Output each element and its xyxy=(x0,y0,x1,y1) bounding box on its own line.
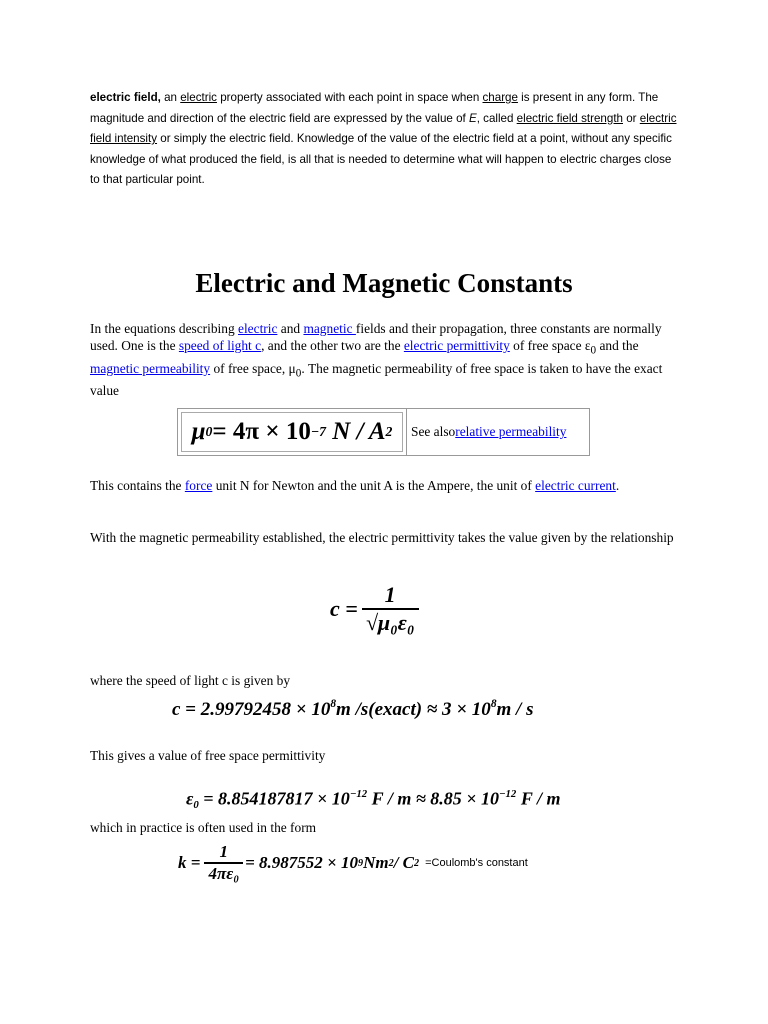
link-magnetic-permeability[interactable]: magnetic permeability xyxy=(90,360,211,376)
link-speed-of-light[interactable]: speed of light c xyxy=(178,338,262,353)
intro-term: electric field, xyxy=(90,91,161,104)
intro-text: or simply the electric field. Knowledge of the value of the electric field at a point, without any specific knowledge of what produced the field, is all that is needed to determine what will happen to electric charges close to that particular point. xyxy=(90,132,672,186)
link-field-strength[interactable]: electric field strength xyxy=(516,111,623,125)
eq-exp: 2 xyxy=(385,424,393,439)
eq-text: = 8.987552 × 10 xyxy=(245,853,358,872)
eq-sub: 0 xyxy=(205,424,213,439)
equation-speed-of-light xyxy=(172,698,533,721)
eq-text: μ xyxy=(191,418,206,445)
eq-text: = 4π × 10 xyxy=(212,418,311,445)
link-relative-permeability[interactable]: relative permeability xyxy=(455,424,567,439)
section-heading: Electric and Magnetic Constants xyxy=(195,268,573,298)
paragraph-practice-form: which in practice is often used in the form xyxy=(90,820,317,835)
eq-text: F / m ≈ 8.85 × 10 xyxy=(367,788,499,809)
paragraph-relationship: With the magnetic permeability established, the electric permittivity takes the value given by the relationship xyxy=(90,530,674,545)
eq-text: ε xyxy=(186,788,194,809)
paragraph-permittivity: This gives a value of free space permittivity xyxy=(90,748,326,763)
equation-c xyxy=(330,582,419,636)
coulomb-label: =Coulomb's constant xyxy=(425,857,528,869)
eq-text: c = xyxy=(330,596,358,621)
eq-numerator: 1 xyxy=(384,582,396,607)
link-electric[interactable]: electric xyxy=(238,321,278,336)
eq-exp: 8 xyxy=(490,698,497,710)
link-charge[interactable]: charge xyxy=(482,91,518,104)
eq-exp: 8 xyxy=(330,698,337,710)
para-text: , and the other two are the xyxy=(261,338,404,353)
see-also-cell xyxy=(407,409,589,455)
eq-exp: 9 xyxy=(358,857,364,869)
equation-permittivity xyxy=(186,788,561,811)
eq-text: Nm xyxy=(363,853,389,872)
paragraph-force xyxy=(90,477,680,494)
para-text: of free space ε xyxy=(509,338,591,353)
para-text: and xyxy=(277,321,304,336)
para-text: . The magnetic permeability of free space is taken to have the exact value xyxy=(90,360,663,399)
eq-exp: 2 xyxy=(388,857,394,869)
link-electric-intro[interactable]: electric xyxy=(180,91,217,104)
permeability-table xyxy=(177,408,590,456)
paragraph-speed: where the speed of light c is given by xyxy=(90,673,291,688)
intro-text: or xyxy=(623,111,640,125)
eq-denominator: 4πε₀ xyxy=(204,862,243,884)
permeability-equation-cell xyxy=(178,409,407,455)
para-text: and the xyxy=(596,338,639,353)
intro-var-e: E xyxy=(468,111,477,125)
para-text: fields and their propagation, three constants are normally used. One is the xyxy=(90,321,662,353)
eq-denominator: √μ₀ε₀ xyxy=(362,608,419,636)
equation-coulomb xyxy=(178,842,528,884)
link-magnetic[interactable]: magnetic xyxy=(303,321,356,336)
permeability-equation xyxy=(181,412,403,452)
intro-paragraph xyxy=(90,88,682,191)
eq-text: c = 2.99792458 × 10 xyxy=(172,698,331,720)
eq-text: m /s(exact) ≈ 3 × 10 xyxy=(336,698,491,720)
eq-text: k = xyxy=(178,853,201,872)
eq-exp: 2 xyxy=(414,857,420,869)
eq-text: N / A xyxy=(332,418,386,445)
eq-numerator: 1 xyxy=(219,842,229,861)
eq-sub: 0 xyxy=(193,798,199,811)
eq-exp: −12 xyxy=(349,788,368,800)
link-electric-current[interactable]: electric current xyxy=(535,478,616,493)
intro-text: an xyxy=(160,91,181,104)
eq-fraction xyxy=(362,582,419,636)
intro-text: is present in any form. The magnitude and direction of the electric field are expressed by the value of xyxy=(90,91,659,125)
link-force[interactable]: force xyxy=(184,478,213,493)
link-field-intensity[interactable]: electric field intensity xyxy=(90,111,677,145)
eq-exp: −7 xyxy=(310,424,327,439)
see-also-text: See also xyxy=(411,424,456,439)
para-text: This contains the xyxy=(90,478,185,493)
eq-text: = 8.854187817 × 10 xyxy=(198,788,350,809)
para-text: . xyxy=(615,478,620,493)
para-text: of free space, μ xyxy=(210,360,296,376)
subscript: 0 xyxy=(590,344,597,357)
eq-fraction xyxy=(204,842,243,884)
intro-text: property associated with each point in space when xyxy=(216,91,483,104)
eq-text: m / s xyxy=(496,698,534,720)
para-text: In the equations describing xyxy=(90,321,239,336)
paragraph-constants xyxy=(90,320,680,399)
para-text: unit N for Newton and the unit A is the Ampere, the unit of xyxy=(212,478,536,493)
link-electric-permittivity[interactable]: electric permittivity xyxy=(403,338,510,353)
eq-text: / C xyxy=(393,853,414,872)
intro-text: , called xyxy=(476,111,517,125)
subscript: 0 xyxy=(295,367,302,380)
eq-exp: −12 xyxy=(498,788,517,800)
eq-text: F / m xyxy=(516,788,561,809)
